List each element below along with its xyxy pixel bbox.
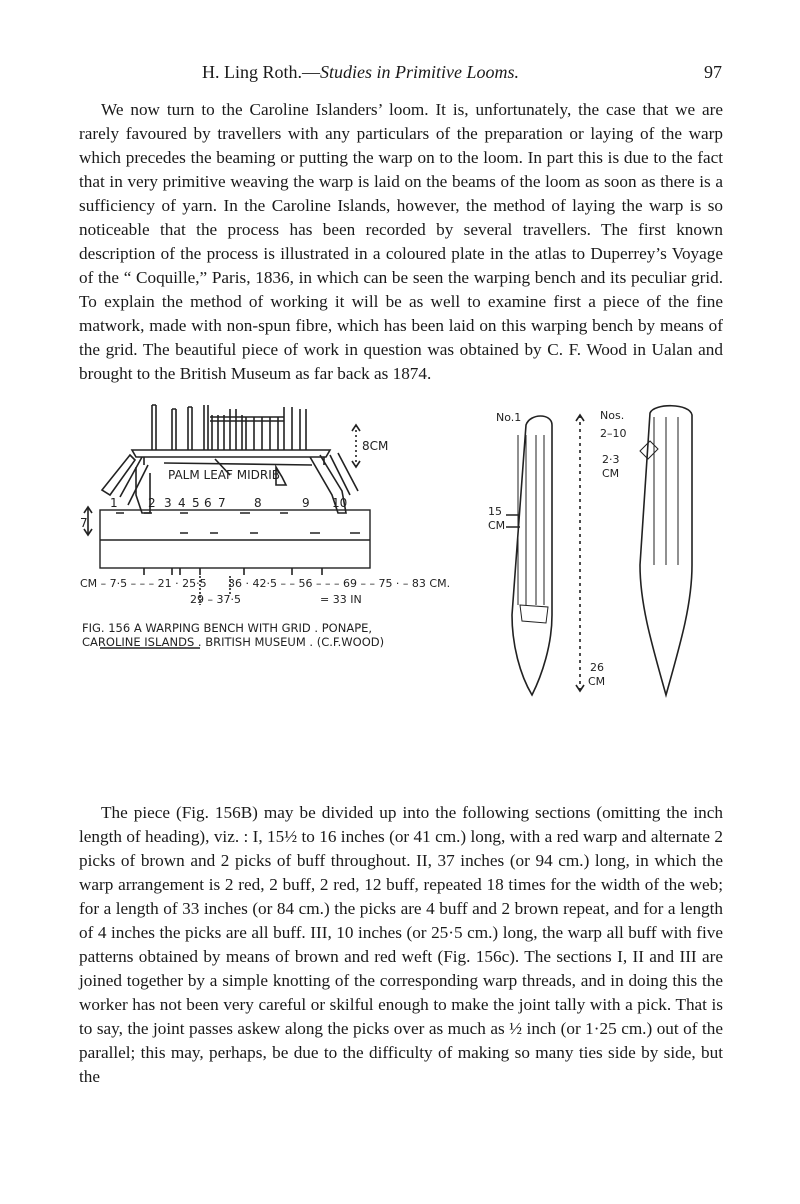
specimen-nos-tip bbox=[640, 441, 658, 459]
grid-peg-6 bbox=[230, 409, 242, 450]
caption-line-1: FIG. 156 A WARPING BENCH WITH GRID . PONAPE, bbox=[82, 621, 373, 635]
header-title-separator: — bbox=[302, 62, 321, 82]
scale-num-6: 6 bbox=[204, 496, 212, 510]
grid-rails bbox=[210, 417, 284, 421]
scale-left: CM – 7·5 – – – 21 · 25·5 bbox=[80, 577, 207, 590]
scale-num-3: 3 bbox=[164, 496, 172, 510]
grid-peg-2 bbox=[172, 409, 176, 450]
bench-top bbox=[132, 450, 330, 457]
header-author: H. Ling Roth. bbox=[202, 62, 303, 82]
figure-156a bbox=[80, 395, 730, 780]
label-15: 15 bbox=[488, 505, 502, 518]
scale-num-8: 8 bbox=[254, 496, 262, 510]
specimen-no1-band bbox=[520, 605, 548, 623]
label-26: 26 bbox=[590, 661, 604, 674]
grid-peg-1 bbox=[152, 405, 156, 450]
figure-drawing bbox=[80, 395, 730, 780]
bench-leg-left-outer bbox=[102, 455, 135, 495]
header-title: Studies in Primitive Looms. bbox=[320, 62, 520, 82]
specimen-nos-stripes bbox=[654, 417, 678, 565]
caption-line-2: CAROLINE ISLANDS . BRITISH MUSEUM . (C.F.WOOD) bbox=[82, 635, 385, 649]
scale-in: = 33 IN bbox=[320, 593, 362, 606]
grid-peg-7 bbox=[246, 417, 278, 450]
label-23: 2·3 bbox=[602, 453, 620, 466]
scale-num-7: 7 bbox=[218, 496, 226, 510]
page-number: 97 bbox=[704, 62, 722, 82]
left-mark-7: 7 bbox=[80, 516, 88, 530]
running-header bbox=[82, 60, 722, 90]
label-15-unit: CM bbox=[488, 519, 506, 532]
grid-peg-8 bbox=[284, 407, 292, 450]
running-title bbox=[202, 62, 519, 83]
26cm-arrows bbox=[576, 415, 584, 691]
scale-num-9: 9 bbox=[302, 496, 310, 510]
bench-leg-right-inner bbox=[330, 453, 358, 495]
scale-num-4: 4 bbox=[178, 496, 186, 510]
paragraph-2: The piece (Fig. 156B) may be divided up into the following sections (omitting the inch length of heading), viz. : I, 15½ to 16 inches (or 41 cm.) long, with a red warp and alternate 2 picks of brown and 2 picks of buff throughout. II, 37 inches (or 94 cm.) long, in which the warp arrangement is 2 red, 2 buff, 2 red, 12 buff, repeated 18 times for the width of the web; for a length of 33 inches (or 84 cm.) the picks are 4 buff and 2 brown repeat, and for a length of 4 inches the picks are all buff. III, 10 inches (or 25·5 cm.) long, the warp all buff with five patterns obtained by means of brown and red weft (Fig. 156c). The sections I, II and III are joined together by a simple knotting of the corresponding warp threads, and in doing this the worker has not been very careful or skilful enough to make the joint tally with a pick. That is to say, the joint passes askew along the picks over as much as ½ inch (or 1·25 cm.) out of the parallel; this may, perhaps, be due to the difficulty of making so many ties side by side, but the bbox=[79, 803, 723, 1086]
label-26-unit: CM bbox=[588, 675, 606, 688]
scale-num-10: 10 bbox=[332, 496, 348, 510]
scale-num-1: 1 bbox=[110, 496, 118, 510]
paragraph-1: We now turn to the Caroline Islanders’ loom. It is, unfortunately, the case that we are rarely favoured by travellers with any particulars of the preparation or laying of the warp which precedes the beaming or putting the warp on to the loom. In part this is due to the fact that in very primitive weaving the warp is laid on the beams of the loom as soon as there is a sufficiency of yarn. In the Caroline Islands, however, the method of laying the warp is so noticeable that the process has been recorded by several travellers. The first known description of the process is illustrated in a coloured plate in the atlas to Duperrey’s Voyage of the “ Coquille,” Paris, 1836, in which can be seen the warping bench and its peculiar grid. To explain the method of working it will be as well to examine first a piece of the fine matwork, made with non-spun fibre, which has been laid on this warping bench by means of the grid. The beautiful piece of work in question was obtained by C. F. Wood in Ualan and brought to the British Museum as far back as 1874. bbox=[79, 100, 723, 383]
label-palm-leaf: PALM LEAF MIDRIB bbox=[168, 468, 280, 482]
grid-peg-3 bbox=[188, 407, 192, 450]
scale-mid: 36 · 42·5 – – 56 – – – 69 – – 75 · – 83 CM. bbox=[228, 577, 451, 590]
label-8cm: 8CM bbox=[362, 439, 389, 453]
grid-box bbox=[100, 510, 370, 568]
label-nos: Nos. bbox=[600, 409, 625, 422]
scale-num-5: 5 bbox=[192, 496, 200, 510]
grid-peg-9 bbox=[300, 409, 306, 450]
label-no1: No.1 bbox=[496, 411, 522, 424]
label-nos-range: 2–10 bbox=[600, 427, 627, 440]
label-23-unit: CM bbox=[602, 467, 620, 480]
palm-leaf-midrib bbox=[164, 463, 312, 465]
scale-num-2: 2 bbox=[148, 496, 156, 510]
specimen-no1-stripes bbox=[518, 435, 544, 605]
grid-ticks bbox=[144, 568, 322, 575]
grid-peg-4 bbox=[204, 405, 208, 450]
scale-sub: 29 – 37·5 bbox=[190, 593, 241, 606]
